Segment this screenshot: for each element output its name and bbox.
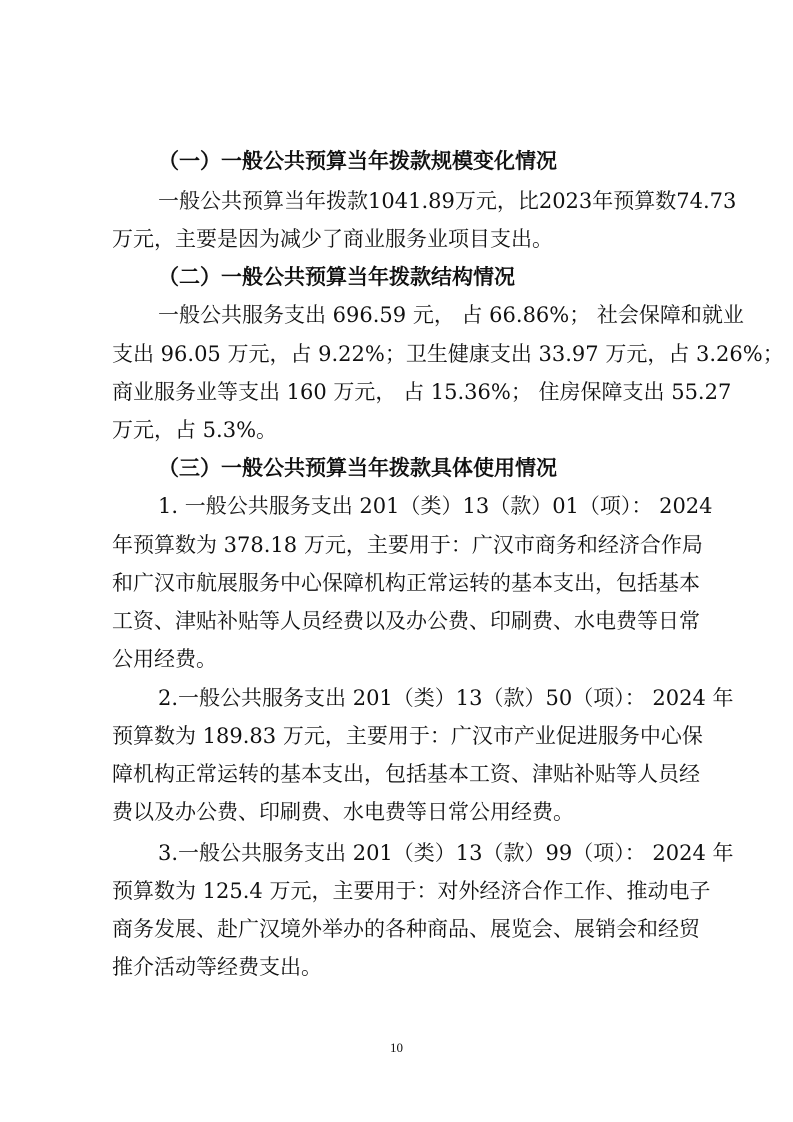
item-3-line-2: 预算数为 125.4 万元，主要用于：对外经济合作工作、推动电子	[112, 879, 711, 903]
section-2-line-3: 商业服务业等支出 160 万元， 占 15.36%； 住房保障支出 55.27	[112, 380, 732, 404]
item-1-line-2: 年预算数为 378.18 万元，主要用于：广汉市商务和经济合作局	[112, 533, 703, 557]
section-1-heading: （一）一般公共预算当年拨款规模变化情况	[158, 148, 557, 173]
item-1-line-4: 工资、津贴补贴等人员经费以及办公费、印刷费、水电费等日常	[112, 609, 700, 633]
section-2-heading: （二）一般公共预算当年拨款结构情况	[158, 264, 515, 289]
item-3-line-3: 商务发展、赴广汉境外举办的各种商品、展览会、展销会和经贸	[112, 917, 700, 941]
item-2-line-1: 2.一般公共服务支出 201（类）13（款）50（项）： 2024 年	[158, 686, 734, 710]
item-1-line-3: 和广汉市航展服务中心保障机构正常运转的基本支出，包括基本	[112, 571, 700, 595]
section-1-line-1: 一般公共预算当年拨款1041.89万元，比2023年预算数74.73	[158, 189, 737, 213]
item-1-line-1: 1. 一般公共服务支出 201（类）13（款）01（项）： 2024	[158, 494, 713, 518]
item-3-line-4: 推介活动等经费支出。	[112, 955, 322, 979]
section-2-line-2: 支出 96.05 万元，占 9.22%；卫生健康支出 33.97 万元，占 3.26%；	[112, 342, 784, 366]
item-3-line-1: 3.一般公共服务支出 201（类）13（款）99（项）： 2024 年	[158, 841, 734, 865]
item-2-line-2: 预算数为 189.83 万元，主要用于：广汉市产业促进服务中心保	[112, 724, 703, 748]
section-1-line-2: 万元，主要是因为减少了商业服务业项目支出。	[112, 227, 553, 251]
section-2-line-4: 万元，占 5.3%。	[112, 418, 278, 442]
page-number: 10	[390, 1040, 403, 1055]
section-3-heading: （三）一般公共预算当年拨款具体使用情况	[158, 455, 557, 480]
item-2-line-3: 障机构正常运转的基本支出，包括基本工资、津贴补贴等人员经	[112, 762, 700, 786]
item-1-line-5: 公用经费。	[112, 647, 217, 671]
item-2-line-4: 费以及办公费、印刷费、水电费等日常公用经费。	[112, 800, 574, 824]
section-2-line-1: 一般公共服务支出 696.59 元， 占 66.86%； 社会保障和就业	[158, 303, 744, 327]
